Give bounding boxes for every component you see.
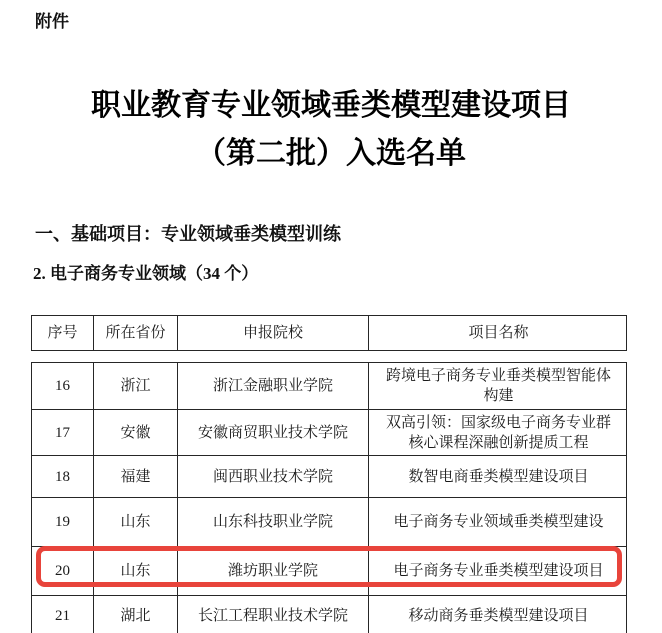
cell-college: 安徽商贸职业技术学院 bbox=[178, 410, 369, 455]
cell-seq: 21 bbox=[32, 596, 94, 633]
cell-seq: 19 bbox=[32, 498, 94, 546]
header-cell-seq: 序号 bbox=[32, 316, 94, 350]
cell-college: 长江工程职业技术学院 bbox=[178, 596, 369, 633]
cell-project: 电子商务专业领域垂类模型建设 bbox=[393, 514, 604, 530]
cell-project: 数智电商垂类模型建设项目 bbox=[408, 468, 589, 485]
cell-project: 电子商务专业垂类模型建设项目 bbox=[393, 563, 604, 579]
cell-province: 山东 bbox=[94, 498, 178, 546]
cell-province: 山东 bbox=[94, 547, 178, 595]
table-row bbox=[32, 363, 626, 410]
header-cell-college: 申报院校 bbox=[178, 316, 369, 350]
document-title-line1: 职业教育专业领域垂类模型建设项目 bbox=[91, 89, 571, 122]
table-row-highlighted bbox=[32, 547, 626, 596]
cell-province: 福建 bbox=[94, 456, 178, 497]
cell-seq: 17 bbox=[32, 410, 94, 455]
cell-province: 安徽 bbox=[94, 410, 178, 455]
subsection-heading: 2. 电子商务专业领域（34 个） bbox=[33, 264, 259, 283]
cell-college: 浙江金融职业学院 bbox=[178, 363, 369, 409]
table-body bbox=[31, 362, 627, 633]
header-cell-province: 所在省份 bbox=[94, 316, 178, 350]
cell-seq: 20 bbox=[32, 547, 94, 595]
header-cell-project: 项目名称 bbox=[468, 325, 529, 341]
cell-province: 湖北 bbox=[94, 596, 178, 633]
attachment-label: 附件 bbox=[35, 12, 69, 31]
table-row bbox=[32, 410, 626, 456]
cell-college: 闽西职业技术学院 bbox=[178, 456, 369, 497]
table-row bbox=[32, 456, 626, 498]
document-title-line2: （第二批）入选名单 bbox=[196, 137, 466, 170]
cell-college: 潍坊职业学院 bbox=[178, 547, 369, 595]
cell-college: 山东科技职业学院 bbox=[178, 498, 369, 546]
table-header-row bbox=[32, 316, 626, 350]
cell-seq: 18 bbox=[32, 456, 94, 497]
document-title bbox=[0, 82, 662, 178]
cell-seq: 16 bbox=[32, 363, 94, 409]
cell-project: 移动商务垂类模型建设项目 bbox=[408, 608, 589, 624]
table-header bbox=[31, 315, 627, 351]
table-row bbox=[32, 498, 626, 547]
section-heading: 一、基础项目：专业领域垂类模型训练 bbox=[35, 224, 341, 244]
cell-province: 浙江 bbox=[94, 363, 178, 409]
cell-project: 双高引领：国家级电子商务专业群核心课程深融创新提质工程 bbox=[385, 414, 611, 451]
table-row bbox=[32, 596, 626, 633]
cell-project: 跨境电子商务专业垂类模型智能体构建 bbox=[385, 368, 611, 404]
